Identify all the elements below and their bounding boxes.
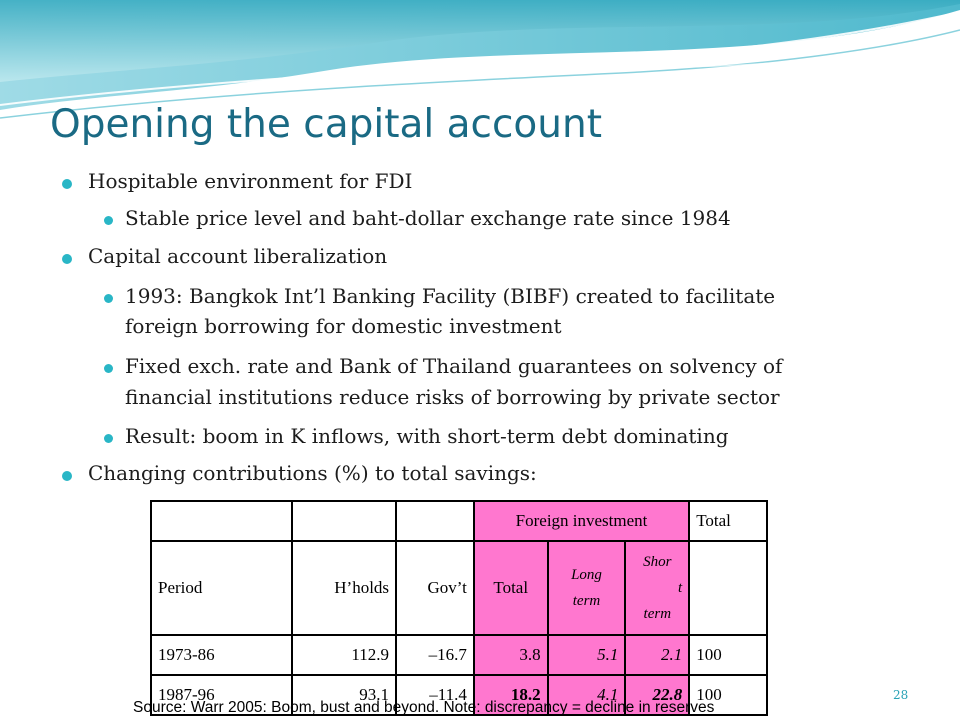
bullet-dot-icon: [104, 216, 113, 225]
bullet-bibf-line2: foreign borrowing for domestic investment: [125, 314, 562, 338]
savings-table: [150, 500, 768, 716]
bullet-price-level: Stable price level and baht-dollar exchange rate since 1984: [125, 206, 731, 230]
period-header: Period: [151, 541, 292, 635]
bullet-liberalization: Capital account liberalization: [88, 244, 388, 268]
table-header-row: [151, 501, 767, 541]
table-row: 1973-86 112.9 –16.7 3.8 5.1 2.1 100: [151, 635, 767, 675]
bullet-bibf-line1: 1993: Bangkok Int’l Banking Facility (BIBF) created to facilitate: [125, 284, 776, 308]
bullet-contributions: Changing contributions (%) to total savings:: [88, 461, 537, 485]
long-term-header: Long term: [548, 541, 626, 635]
source-note: Source: Warr 2005: Boom, bust and beyond. Note: discrepancy = decline in reserves: [133, 699, 715, 716]
bullet-dot-icon: [104, 434, 113, 443]
government-header: Gov’t: [396, 541, 474, 635]
table-subheader-row: [151, 541, 767, 635]
bullet-dot-icon: [104, 364, 113, 373]
bullet-fdi: Hospitable environment for FDI: [88, 169, 413, 193]
short-term-header: Shor t term: [625, 541, 689, 635]
foreign-investment-header: Foreign investment: [474, 501, 689, 541]
total-group-header: Total: [689, 501, 767, 541]
households-header: H’holds: [292, 541, 396, 635]
bullet-fixed-rate-line2: financial institutions reduce risks of borrowing by private sector: [125, 385, 780, 409]
bullet-result: Result: boom in K inflows, with short-term debt dominating: [125, 424, 729, 448]
page-number: 28: [893, 688, 909, 702]
bullet-fixed-rate-line1: Fixed exch. rate and Bank of Thailand guarantees on solvency of: [125, 354, 783, 378]
fi-total-header: Total: [474, 541, 548, 635]
table-row: 1987-96 93.1 –11.4 18.2 4.1 22.8 100: [151, 675, 767, 715]
bullet-dot-icon: [62, 471, 72, 481]
bullet-dot-icon: [62, 179, 72, 189]
bullet-dot-icon: [62, 254, 72, 264]
slide-title: Opening the capital account: [50, 102, 602, 147]
bullet-dot-icon: [104, 294, 113, 303]
